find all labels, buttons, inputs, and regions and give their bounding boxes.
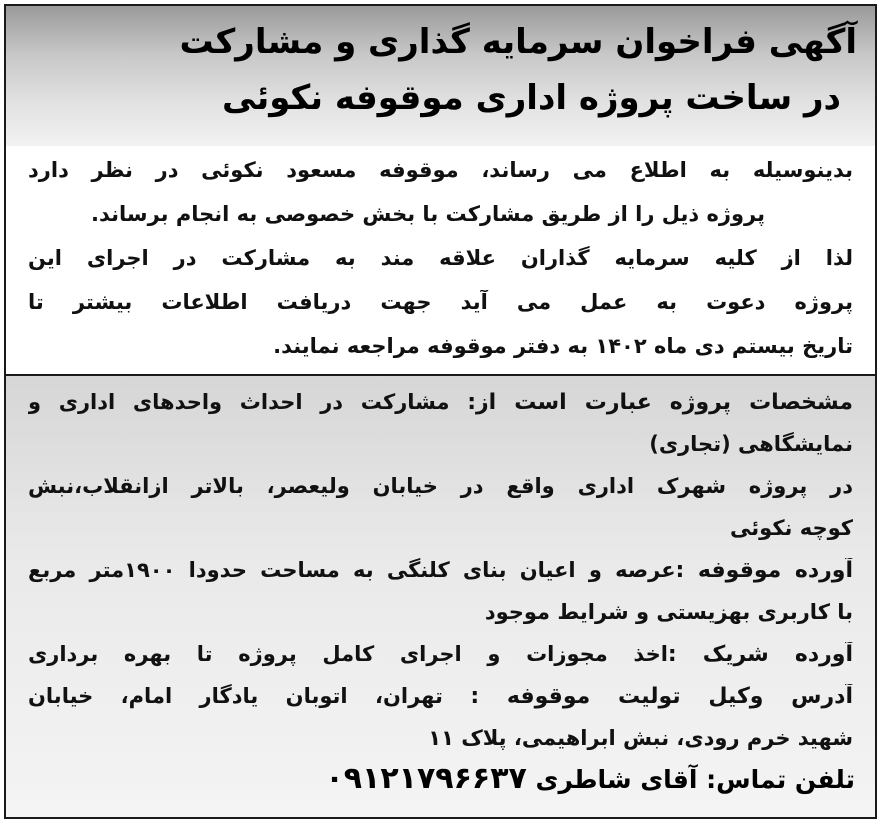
intro-line-1: بدینوسیله به اطلاع می رساند، موقوفه مسعود نکوئی در نظر دارد: [28, 158, 853, 182]
phone-number[interactable]: ۰۹۱۲۱۷۹۶۶۳۷: [325, 761, 527, 796]
title-line-1: آگهی فراخوان سرمایه گذاری و مشارکت: [179, 22, 857, 62]
title-header: [6, 6, 875, 146]
partner-text: اخذ مجوزات و اجرای کامل پروژه تا بهره برداری: [28, 642, 668, 666]
address-line-1: [28, 684, 853, 709]
intro-line-4: پروژه دعوت به عمل می آید جهت دریافت اطلاعات بیشتر تا: [28, 290, 853, 314]
spec-line-3: در پروژه شهرک اداری واقع در خیابان ولیعصر، بالاتر ازانقلاب،نبش: [28, 474, 853, 498]
address-line-2: شهید خرم رودی، نبش ابراهیمی، پلاک ۱۱: [428, 726, 853, 750]
spec-text-1: مشارکت در احداث واحدهای اداری و: [28, 390, 450, 414]
spec-line-1: [28, 390, 853, 415]
advertisement-frame: [4, 4, 877, 819]
partner-label: آورده شریک :: [667, 642, 853, 667]
intro-line-2: پروژه ذیل را از طریق مشارکت با بخش خصوصی به انجام برساند.: [91, 202, 765, 226]
spec-label: مشخصات پروژه عبارت است از:: [467, 390, 853, 415]
title-line-2: در ساخت پروژه اداری موقوفه نکوئی: [222, 78, 841, 118]
endowment-label: آورده موقوفه :: [675, 558, 853, 583]
address-text-1: تهران، اتوبان یادگار امام، خیابان: [28, 684, 443, 708]
endowment-text-1: عرصه و اعیان بنای کلنگی به مساحت حدودا ۱۹۰۰متر مربع: [28, 558, 676, 582]
partner-line: [28, 642, 853, 667]
spec-line-4: کوچه نکوئی: [730, 516, 853, 540]
endowment-line-1: [28, 558, 853, 583]
phone-label: تلفن تماس: آقای شاطری: [535, 765, 855, 794]
address-label: آدرس وکیل تولیت موقوفه :: [470, 684, 853, 709]
endowment-line-2: با کاربری بهزیستی و شرایط موجود: [484, 600, 853, 624]
intro-section: [6, 146, 875, 376]
phone-line: [325, 761, 855, 796]
details-section: [6, 376, 875, 817]
spec-line-2: نمایشگاهی (تجاری): [649, 432, 853, 456]
intro-line-5: تاریخ بیستم دی ماه ۱۴۰۲ به دفتر موقوفه مراجعه نمایند.: [273, 334, 853, 358]
intro-line-3: لذا از کلیه سرمایه گذاران علاقه مند به مشارکت در اجرای این: [28, 246, 853, 270]
